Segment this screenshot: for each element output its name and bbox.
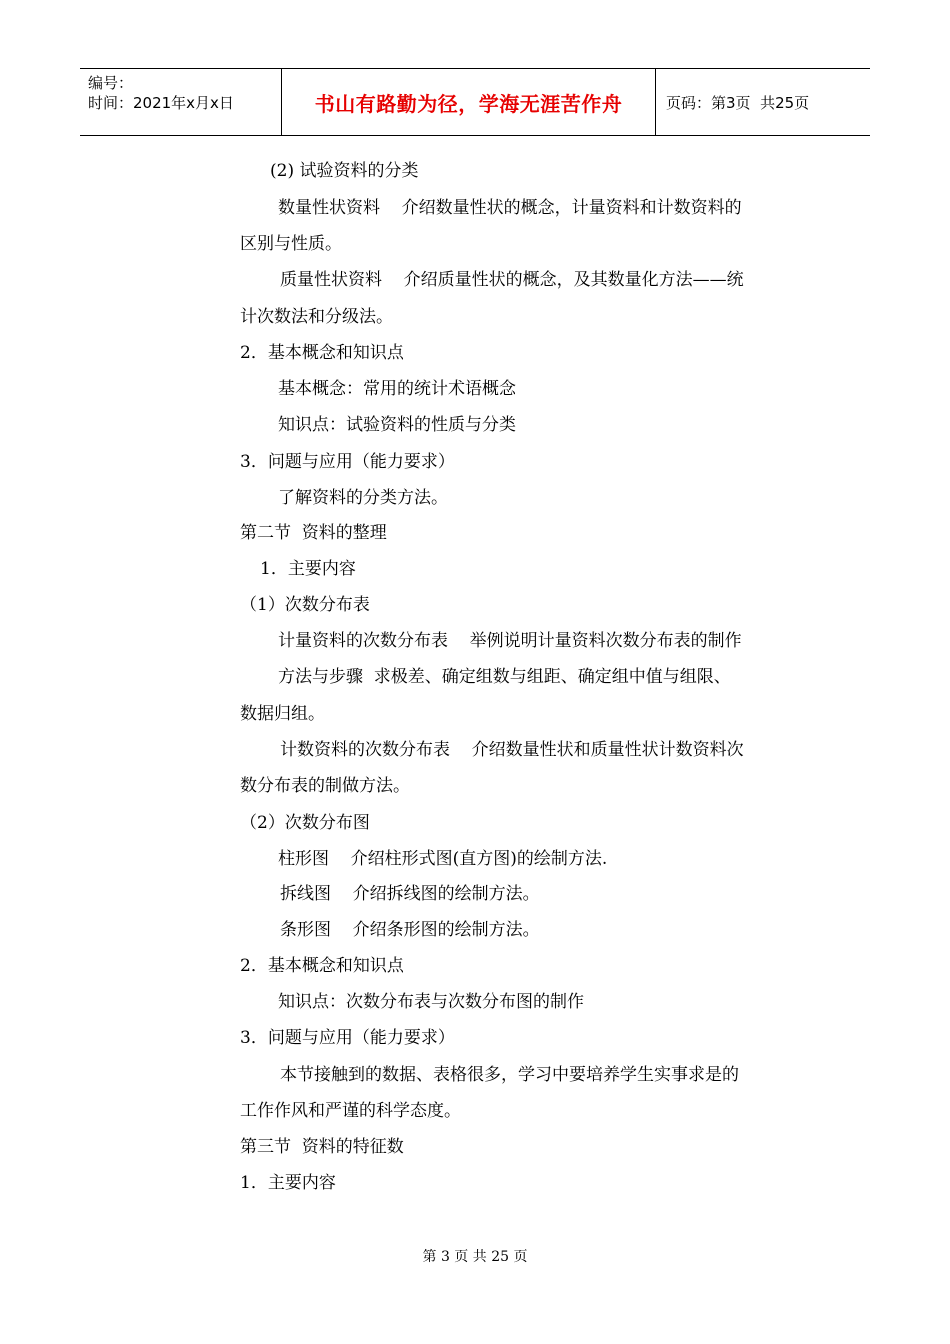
text-line: 区别与性质。 — [240, 234, 342, 254]
text-line: 1．主要内容 — [260, 559, 356, 579]
text-line: 计次数法和分级法。 — [240, 307, 393, 327]
text-line: 1．主要内容 — [240, 1173, 336, 1193]
text-line: 质量性状资料 介绍质量性状的概念，及其数量化方法——统 — [280, 270, 744, 290]
page-footer: 第 3 页 共 25 页 — [422, 1249, 528, 1265]
text-line: 了解资料的分类方法。 — [278, 488, 448, 508]
text-line: 数据归组。 — [240, 704, 325, 724]
section-heading: 第三节 资料的特征数 — [240, 1137, 404, 1157]
header-middle-cell — [282, 69, 656, 135]
text-line: 3．问题与应用（能力要求） — [240, 1028, 455, 1048]
page-header-table — [80, 68, 870, 136]
date-label: 时间：2021年x月x日 — [88, 94, 234, 112]
text-line: (2) 试验资料的分类 — [270, 161, 419, 181]
page-number-label: 页码：第3页 共25页 — [666, 93, 810, 112]
header-right-cell — [656, 69, 870, 135]
text-line: 2．基本概念和知识点 — [240, 343, 404, 363]
section-heading: 第二节 资料的整理 — [240, 523, 387, 543]
text-line: 3．问题与应用（能力要求） — [240, 452, 455, 472]
text-line: （2）次数分布图 — [240, 813, 370, 833]
text-line: 柱形图 介绍柱形式图(直方图)的绘制方法. — [278, 849, 608, 869]
text-line: 知识点：试验资料的性质与分类 — [278, 415, 516, 435]
text-line: 方法与步骤 求极差、确定组数与组距、确定组中值与组限、 — [278, 667, 731, 687]
motto-text: 书山有路勤为径，学海无涯苦作舟 — [314, 91, 623, 116]
text-line: 知识点：次数分布表与次数分布图的制作 — [278, 992, 584, 1012]
text-line: 本节接触到的数据、表格很多，学习中要培养学生实事求是的 — [280, 1065, 739, 1085]
text-line: 计数资料的次数分布表 介绍数量性状和质量性状计数资料次 — [280, 740, 744, 760]
text-line: 数分布表的制做方法。 — [240, 776, 410, 796]
text-line: 工作作风和严谨的科学态度。 — [240, 1101, 461, 1121]
text-line: 2．基本概念和知识点 — [240, 956, 404, 976]
text-line: 条形图 介绍条形图的绘制方法。 — [280, 920, 540, 940]
text-line: 计量资料的次数分布表 举例说明计量资料次数分布表的制作 — [278, 631, 742, 651]
header-left-cell — [80, 69, 282, 135]
text-line: 基本概念：常用的统计术语概念 — [278, 379, 516, 399]
serial-number-label: 编号： — [88, 74, 134, 92]
text-line: 数量性状资料 介绍数量性状的概念，计量资料和计数资料的 — [278, 198, 742, 218]
text-line: （1）次数分布表 — [240, 595, 370, 615]
text-line: 拆线图 介绍拆线图的绘制方法。 — [280, 884, 540, 904]
